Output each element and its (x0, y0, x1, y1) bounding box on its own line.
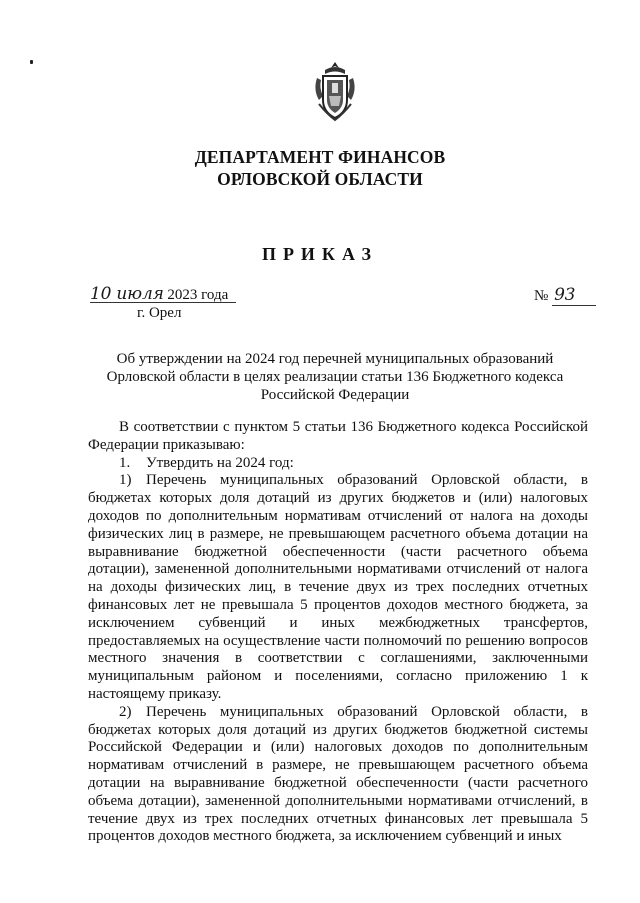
order-body (88, 419, 588, 846)
preamble-paragraph: В соответствии с пунктом 5 статьи 136 Бюджетного кодекса Российской Федерации приказываю: (88, 419, 588, 453)
handwritten-date: 10 июля (90, 284, 164, 304)
document-type-title: ПРИКАЗ (261, 244, 379, 264)
order-subject: Об утверждении на 2024 год перечней муниципальных образований Орловской области в целях реализации статьи 136 Бюджетного кодекса Российской Федерации (106, 351, 564, 403)
coat-of-arms-emblem (311, 60, 359, 122)
subitem-1: 1) Перечень муниципальных образований Орловской области, в бюджетах которых доля дотаций из других бюджетов и (или) налоговых доходов по дополнительным нормативам отчислений от налога на доходы физических лиц в размере, не превышающем расчетного объема дотации на выравнивание бюджетной обеспеченности (части расчетного объема дотации), замененной дополнительными нормативами отчислений от налога на доходы физических лиц, в течение двух из трех последних отчетных финансовых лет не превышала 5 процентов доходов местного бюджета, за исключением субвенций и иных межбюджетных трансфертов, предоставляемых на осуществление части полномочий по решению вопросов местного значения в соответствии с соглашениями, заключенными муниципальным районом и поселениями, согласно приложению 1 к настоящему приказу. (88, 472, 588, 702)
department-name-line1: ДЕПАРТАМЕНТ ФИНАНСОВ (194, 147, 446, 167)
subitem-2: 2) Перечень муниципальных образований Орловской области, в бюджетах которых доля дотаций из других бюджетов бюджетной системы Российской Федерации и (или) налоговых доходов по дополнительным нормативам отчислений в размере, не превышающем расчетного объема дотации на выравнивание бюджетной обеспеченности (части расчетного объема дотации), замененной дополнительными нормативами отчислений, в течение двух из трех последних отчетных финансовых лет превышала 5 процентов доходов местного бюджета, за исключением субвенций и иных (88, 703, 588, 845)
city: г. Орел (137, 305, 182, 321)
date-suffix: 2023 года (163, 287, 229, 303)
item-1: 1. Утвердить на 2024 год: (119, 454, 294, 471)
order-number (534, 285, 596, 306)
number-sign: № (534, 288, 549, 304)
department-name-line2: ОРЛОВСКОЙ ОБЛАСТИ (217, 169, 423, 189)
scan-speck (30, 60, 33, 64)
order-date (90, 285, 236, 303)
handwritten-number: 93 (554, 285, 576, 305)
